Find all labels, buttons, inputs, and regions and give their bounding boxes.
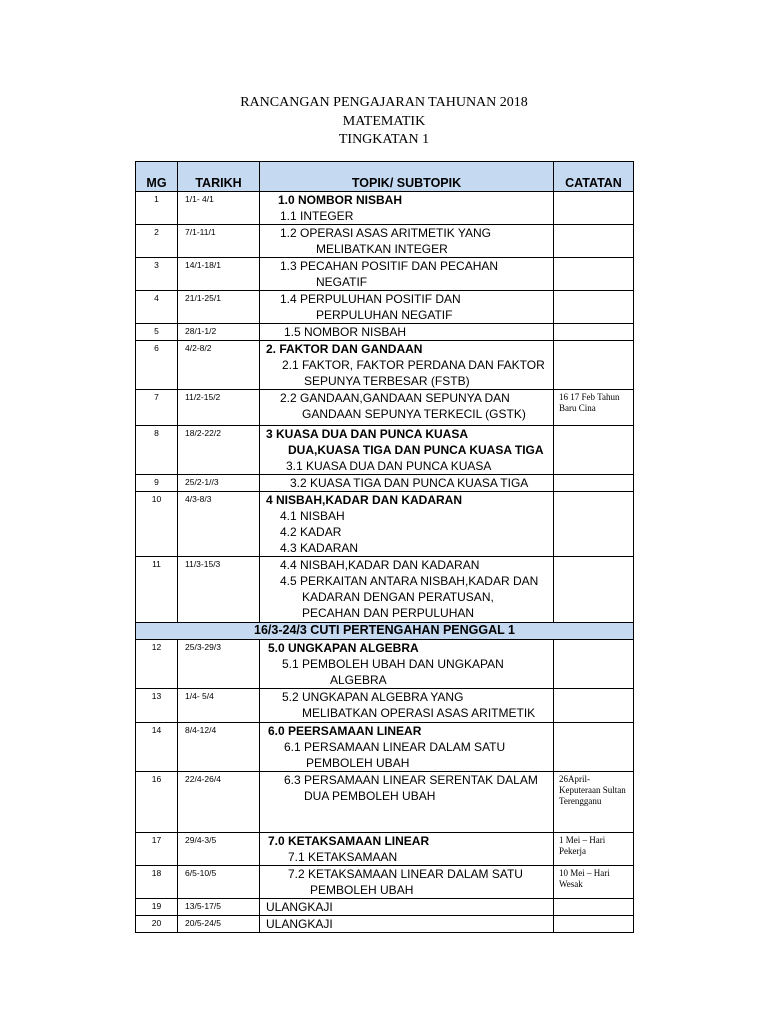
note-cell: 10 Mei – Hari Wesak (554, 866, 634, 899)
note-cell: 1 Mei – Hari Pekerja (554, 833, 634, 866)
subtopic-line: 4.1 NISBAH (280, 509, 345, 523)
subtopic-line: ULANGKAJI (266, 900, 333, 914)
subtopic-line: 1.4 PERPULUHAN POSITIF DAN (280, 292, 461, 306)
table-row (136, 225, 634, 258)
date-range-cell: 14/1-18/1 (178, 258, 260, 291)
date-range-cell: 13/5-17/5 (178, 899, 260, 916)
table-row (136, 192, 634, 225)
date-range-cell: 4/2-8/2 (178, 341, 260, 390)
subtopic-line: 1.2 OPERASI ASAS ARITMETIK YANG (280, 226, 491, 240)
topic-cell (260, 225, 554, 258)
week-number-cell: 12 (136, 640, 178, 689)
table-row (136, 899, 634, 916)
week-number-cell: 13 (136, 689, 178, 723)
topic-cell (260, 640, 554, 689)
date-range-cell: 18/2-22/2 (178, 426, 260, 475)
subtopic-line: 2.1 FAKTOR, FAKTOR PERDANA DAN FAKTOR (282, 358, 545, 372)
week-number-cell: 17 (136, 833, 178, 866)
table-row (136, 492, 634, 557)
subtopic-line: DUA PEMBOLEH UBAH (304, 789, 436, 803)
topic-cell (260, 291, 554, 324)
note-cell (554, 324, 634, 341)
table-header-row (136, 162, 634, 192)
topic-cell (260, 341, 554, 390)
week-number-cell: 1 (136, 192, 178, 225)
subtopic-line: MELIBATKAN OPERASI ASAS ARITMETIK (302, 706, 536, 720)
date-range-cell: 28/1-1/2 (178, 324, 260, 341)
subtopic-line: 3.2 KUASA TIGA DAN PUNCA KUASA TIGA (290, 476, 529, 490)
note-cell (554, 899, 634, 916)
table-row (136, 324, 634, 341)
week-number-cell: 8 (136, 426, 178, 475)
holiday-label: 16/3-24/3 CUTI PERTENGAHAN PENGGAL 1 (136, 623, 634, 640)
subtopic-line: 6.1 PERSAMAAN LINEAR DALAM SATU (284, 740, 506, 754)
subtopic-line: PERPULUHAN NEGATIF (316, 308, 453, 322)
topic-heading: 4 NISBAH,KADAR DAN KADARAN (266, 493, 463, 507)
week-number-cell: 9 (136, 475, 178, 492)
subtopic-line: 5.1 PEMBOLEH UBAH DAN UNGKAPAN (282, 657, 504, 671)
subtopic-line: 5.2 UNGKAPAN ALGEBRA YANG (282, 690, 464, 704)
column-header-tarikh: TARIKH (178, 162, 260, 192)
topic-heading: DUA,KUASA TIGA DAN PUNCA KUASA TIGA (288, 443, 544, 457)
date-range-cell: 1/1- 4/1 (178, 192, 260, 225)
week-number-cell: 11 (136, 557, 178, 623)
table-row (136, 723, 634, 772)
note-cell (554, 341, 634, 390)
topic-heading: 1.0 NOMBOR NISBAH (278, 193, 403, 207)
week-number-cell: 20 (136, 916, 178, 933)
topic-cell (260, 916, 554, 933)
date-range-cell: 6/5-10/5 (178, 866, 260, 899)
subtopic-line: NEGATIF (316, 275, 368, 289)
table-row (136, 557, 634, 623)
document-title: RANCANGAN PENGAJARAN TAHUNAN 2018 (240, 95, 528, 110)
note-cell (554, 225, 634, 258)
topic-cell (260, 723, 554, 772)
form-title: TINGKATAN 1 (338, 132, 430, 147)
table-row (136, 689, 634, 723)
note-cell (554, 192, 634, 225)
table-row (136, 390, 634, 426)
topic-cell (260, 258, 554, 291)
week-number-cell: 19 (136, 899, 178, 916)
subtopic-line: 7.2 KETAKSAMAAN LINEAR DALAM SATU (288, 867, 523, 881)
table-row (136, 640, 634, 689)
column-header-catatan: CATATAN (554, 162, 634, 192)
subtopic-line: MELIBATKAN INTEGER (316, 242, 448, 256)
subtopic-line: KADARAN DENGAN PERATUSAN, (302, 590, 494, 604)
subtopic-line: 7.1 KETAKSAMAAN (288, 850, 398, 864)
subtopic-line: 3.1 KUASA DUA DAN PUNCA KUASA (286, 459, 492, 473)
subtopic-line: PEMBOLEH UBAH (310, 883, 414, 897)
week-number-cell: 18 (136, 866, 178, 899)
subtopic-line: 4.5 PERKAITAN ANTARA NISBAH,KADAR DAN (280, 574, 539, 588)
note-cell: 26April- Keputeraan Sultan Terengganu (554, 772, 634, 833)
table-row (136, 341, 634, 390)
topic-cell (260, 192, 554, 225)
table-body (136, 192, 634, 933)
date-range-cell: 20/5-24/5 (178, 916, 260, 933)
topic-cell (260, 689, 554, 723)
table-row (136, 772, 634, 833)
subtopic-line: ALGEBRA (330, 673, 387, 687)
date-range-cell: 22/4-26/4 (178, 772, 260, 833)
date-range-cell: 4/3-8/3 (178, 492, 260, 557)
week-number-cell: 3 (136, 258, 178, 291)
holiday-row (136, 623, 634, 640)
table-row (136, 426, 634, 475)
topic-heading: 2. FAKTOR DAN GANDAAN (266, 342, 423, 356)
table-row (136, 866, 634, 899)
column-header-mg: MG (136, 162, 178, 192)
week-number-cell: 6 (136, 341, 178, 390)
topic-cell (260, 866, 554, 899)
subtopic-line: ULANGKAJI (266, 917, 333, 931)
note-cell (554, 916, 634, 933)
subtopic-line: 2.2 GANDAAN,GANDAAN SEPUNYA DAN (280, 391, 510, 405)
topic-cell (260, 772, 554, 833)
table-row (136, 833, 634, 866)
yearly-plan-table (135, 161, 634, 933)
note-cell (554, 492, 634, 557)
topic-cell (260, 492, 554, 557)
topic-cell (260, 426, 554, 475)
subtopic-line: 4.4 NISBAH,KADAR DAN KADARAN (280, 558, 480, 572)
topic-heading: 6.0 PEERSAMAAN LINEAR (268, 724, 422, 738)
date-range-cell: 1/4- 5/4 (178, 689, 260, 723)
topic-cell (260, 899, 554, 916)
date-range-cell: 7/1-11/1 (178, 225, 260, 258)
topic-cell (260, 324, 554, 341)
table-row (136, 475, 634, 492)
week-number-cell: 2 (136, 225, 178, 258)
subtopic-line: SEPUNYA TERBESAR (FSTB) (304, 374, 470, 388)
note-cell (554, 291, 634, 324)
date-range-cell: 25/2-1//3 (178, 475, 260, 492)
table-row (136, 291, 634, 324)
note-cell (554, 557, 634, 623)
subtopic-line: 1.3 PECAHAN POSITIF DAN PECAHAN (280, 259, 499, 273)
column-header-topik: TOPIK/ SUBTOPIK (260, 162, 554, 192)
date-range-cell: 25/3-29/3 (178, 640, 260, 689)
subtopic-line: GANDAAN SEPUNYA TERKECIL (GSTK) (302, 407, 526, 421)
note-cell (554, 723, 634, 772)
topic-cell (260, 475, 554, 492)
topic-heading: 7.0 KETAKSAMAAN LINEAR (268, 834, 430, 848)
note-cell (554, 426, 634, 475)
note-cell: 16 17 Feb Tahun Baru Cina (554, 390, 634, 426)
week-number-cell: 16 (136, 772, 178, 833)
date-range-cell: 11/3-15/3 (178, 557, 260, 623)
date-range-cell: 29/4-3/5 (178, 833, 260, 866)
subtopic-line: 4.3 KADARAN (280, 541, 359, 555)
week-number-cell: 5 (136, 324, 178, 341)
topic-cell (260, 390, 554, 426)
subtopic-line: 6.3 PERSAMAAN LINEAR SERENTAK DALAM (284, 773, 538, 787)
note-cell (554, 475, 634, 492)
topic-cell (260, 833, 554, 866)
date-range-cell: 8/4-12/4 (178, 723, 260, 772)
topic-cell (260, 557, 554, 623)
week-number-cell: 10 (136, 492, 178, 557)
subtopic-line: 4.2 KADAR (280, 525, 342, 539)
week-number-cell: 7 (136, 390, 178, 426)
week-number-cell: 14 (136, 723, 178, 772)
subject-title: MATEMATIK (342, 114, 426, 129)
date-range-cell: 21/1-25/1 (178, 291, 260, 324)
table-row (136, 258, 634, 291)
subtopic-line: 1.1 INTEGER (280, 209, 354, 223)
table-row (136, 916, 634, 933)
subtopic-line: 1.5 NOMBOR NISBAH (284, 325, 407, 339)
topic-heading: 3 KUASA DUA DAN PUNCA KUASA (266, 427, 469, 441)
note-cell (554, 640, 634, 689)
subtopic-line: PECAHAN DAN PERPULUHAN (302, 606, 475, 620)
note-cell (554, 689, 634, 723)
week-number-cell: 4 (136, 291, 178, 324)
subtopic-line: PEMBOLEH UBAH (306, 756, 410, 770)
topic-heading: 5.0 UNGKAPAN ALGEBRA (268, 641, 419, 655)
date-range-cell: 11/2-15/2 (178, 390, 260, 426)
note-cell (554, 258, 634, 291)
